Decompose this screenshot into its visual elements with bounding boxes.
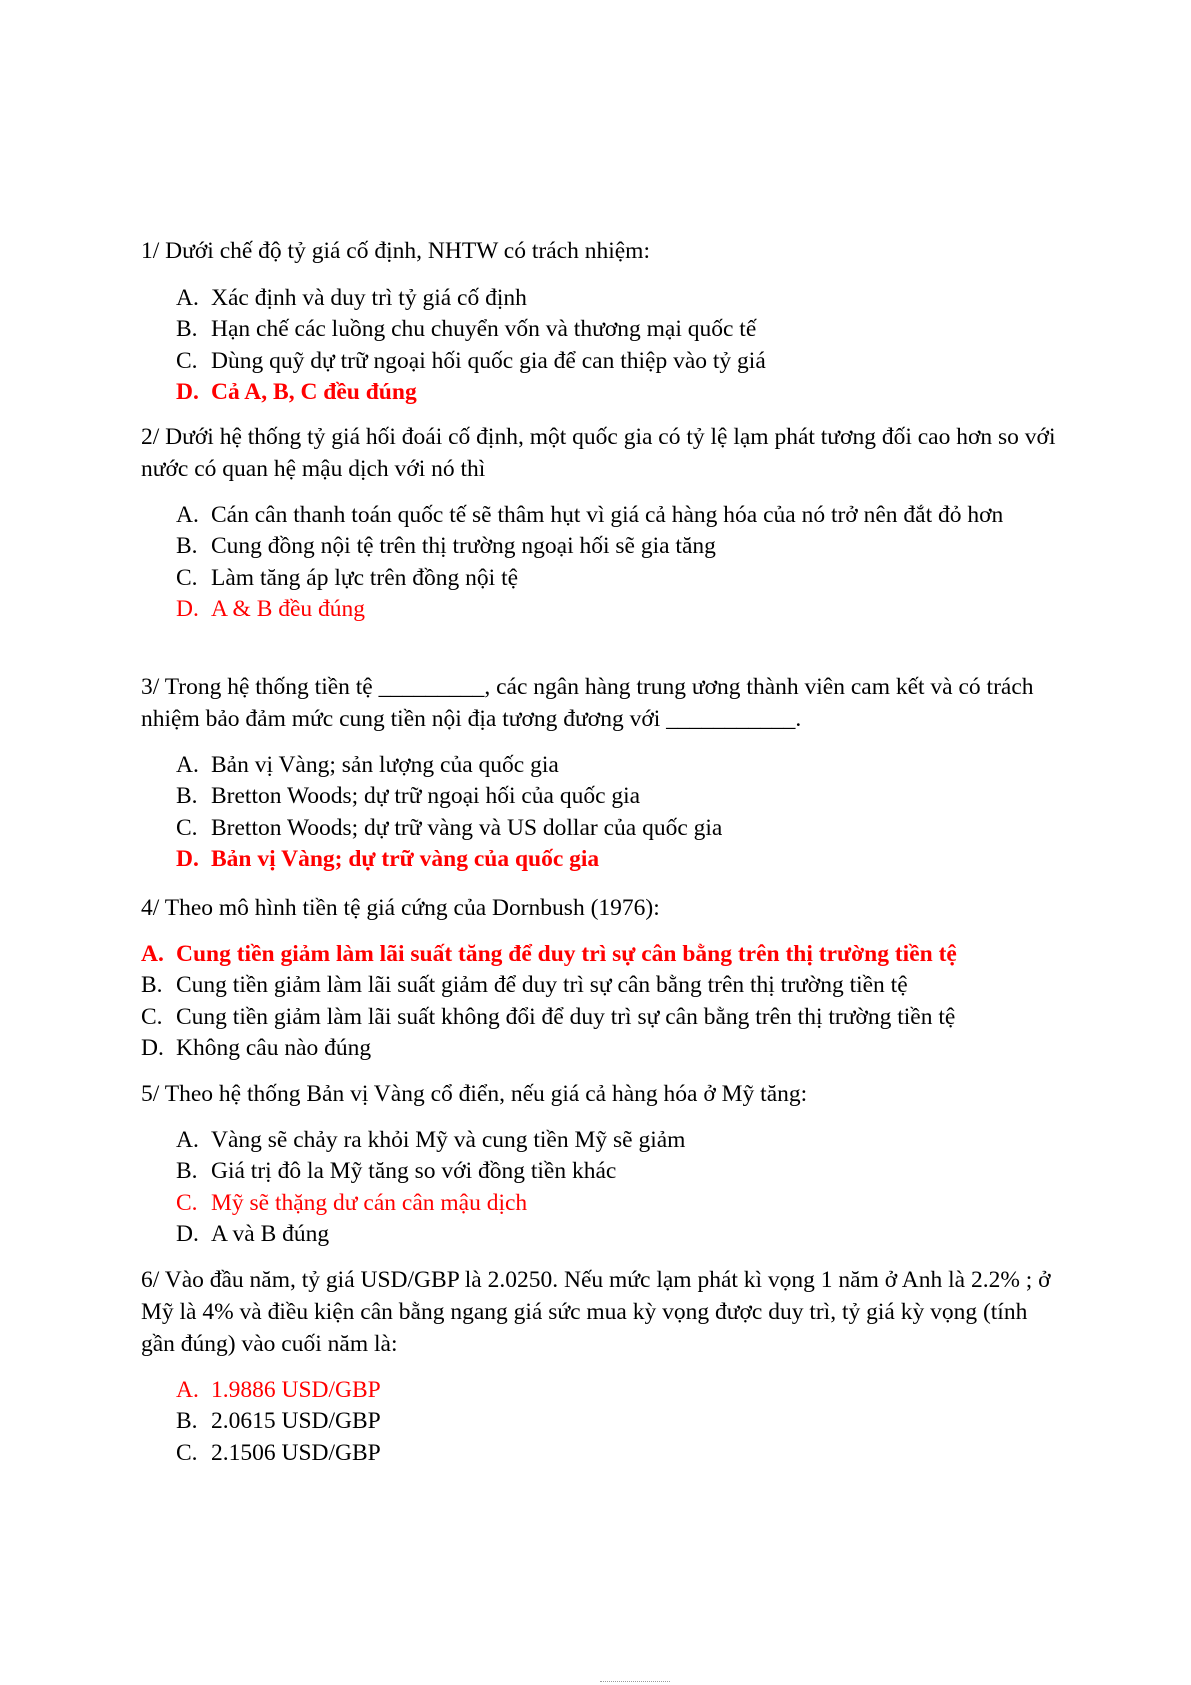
- question-2: 2/ Dưới hệ thống tỷ giá hối đoái cố định, một quốc gia có tỷ lệ lạm phát tương đối cao hơn so với nước có quan hệ mậu dịch với nó thì: [141, 424, 1056, 482]
- question-2-options: [176, 500, 1066, 625]
- question-1: 1/ Dưới chế độ tỷ giá cố định, NHTW có trách nhiệm:: [141, 238, 650, 264]
- option-1c: C. Dùng quỹ dự trữ ngoại hối quốc gia để can thiệp vào tỷ giá: [176, 347, 766, 374]
- question-5-options: [176, 1125, 1066, 1250]
- option-6c: C. 2.1506 USD/GBP: [176, 1439, 381, 1466]
- option-3c: C. Bretton Woods; dự trữ vàng và US dollar của quốc gia: [176, 814, 723, 841]
- option-3a: A. Bản vị Vàng; sản lượng của quốc gia: [176, 752, 559, 778]
- question-6-options: [176, 1375, 1066, 1469]
- question-6: 6/ Vào đầu năm, tỷ giá USD/GBP là 2.0250. Nếu mức lạm phát kì vọng 1 năm ở Anh là 2.2% ; ở Mỹ là 4% và điều kiện cân bằng ngang giá sức mua kỳ vọng được duy trì, tỷ giá kỳ vọng (tính gần đúng) vào cuối năm là:: [141, 1267, 1051, 1357]
- option-4d: D. Không câu nào đúng: [141, 1034, 372, 1061]
- question-4-options: [141, 939, 1081, 1064]
- option-5d: D. A và B đúng: [176, 1220, 330, 1247]
- option-3b: B. Bretton Woods; dự trữ ngoại hối của quốc gia: [176, 783, 641, 810]
- option-5a: A. Vàng sẽ chảy ra khỏi Mỹ và cung tiền Mỹ sẽ giảm: [176, 1127, 686, 1153]
- question-1-options: [176, 283, 1066, 408]
- option-2c: C. Làm tăng áp lực trên đồng nội tệ: [176, 564, 519, 591]
- option-3d-correct: D. Bản vị Vàng; dự trữ vàng của quốc gia: [176, 845, 600, 872]
- option-6b: B. 2.0615 USD/GBP: [176, 1408, 381, 1435]
- option-2d-correct: D. A & B đều đúng: [176, 595, 366, 622]
- question-5: 5/ Theo hệ thống Bản vị Vàng cổ điển, nếu giá cả hàng hóa ở Mỹ tăng:: [141, 1081, 808, 1107]
- question-3-options: [176, 750, 1066, 875]
- option-4a-correct: A. Cung tiền giảm làm lãi suất tăng để duy trì sự cân bằng trên thị trường tiền tệ: [141, 941, 957, 967]
- option-1d-correct: D. Cả A, B, C đều đúng: [176, 378, 417, 405]
- option-4c: C. Cung tiền giảm làm lãi suất không đổi để duy trì sự cân bằng trên thị trường tiền tệ: [141, 1003, 956, 1030]
- option-1b: B. Hạn chế các luồng chu chuyển vốn và thương mại quốc tế: [176, 316, 757, 343]
- option-5c-correct: C. Mỹ sẽ thặng dư cán cân mậu dịch: [176, 1189, 528, 1216]
- option-2b: B. Cung đồng nội tệ trên thị trường ngoại hối sẽ gia tăng: [176, 533, 716, 560]
- option-1a: A. Xác định và duy trì tỷ giá cố định: [176, 285, 527, 311]
- question-3: 3/ Trong hệ thống tiền tệ _________, các ngân hàng trung ương thành viên cam kết và có trách nhiệm bảo đảm mức cung tiền nội địa tương đương với ___________.: [141, 674, 1034, 732]
- question-4: 4/ Theo mô hình tiền tệ giá cứng của Dornbush (1976):: [141, 895, 660, 921]
- page-bottom-divider: [600, 1681, 670, 1682]
- option-2a: A. Cán cân thanh toán quốc tế sẽ thâm hụt vì giá cả hàng hóa của nó trở nên đắt đỏ hơn: [176, 502, 1004, 528]
- option-4b: B. Cung tiền giảm làm lãi suất giảm để duy trì sự cân bằng trên thị trường tiền tệ: [141, 972, 908, 999]
- option-5b: B. Giá trị đô la Mỹ tăng so với đồng tiền khác: [176, 1158, 617, 1185]
- option-6a-correct: A. 1.9886 USD/GBP: [176, 1377, 381, 1403]
